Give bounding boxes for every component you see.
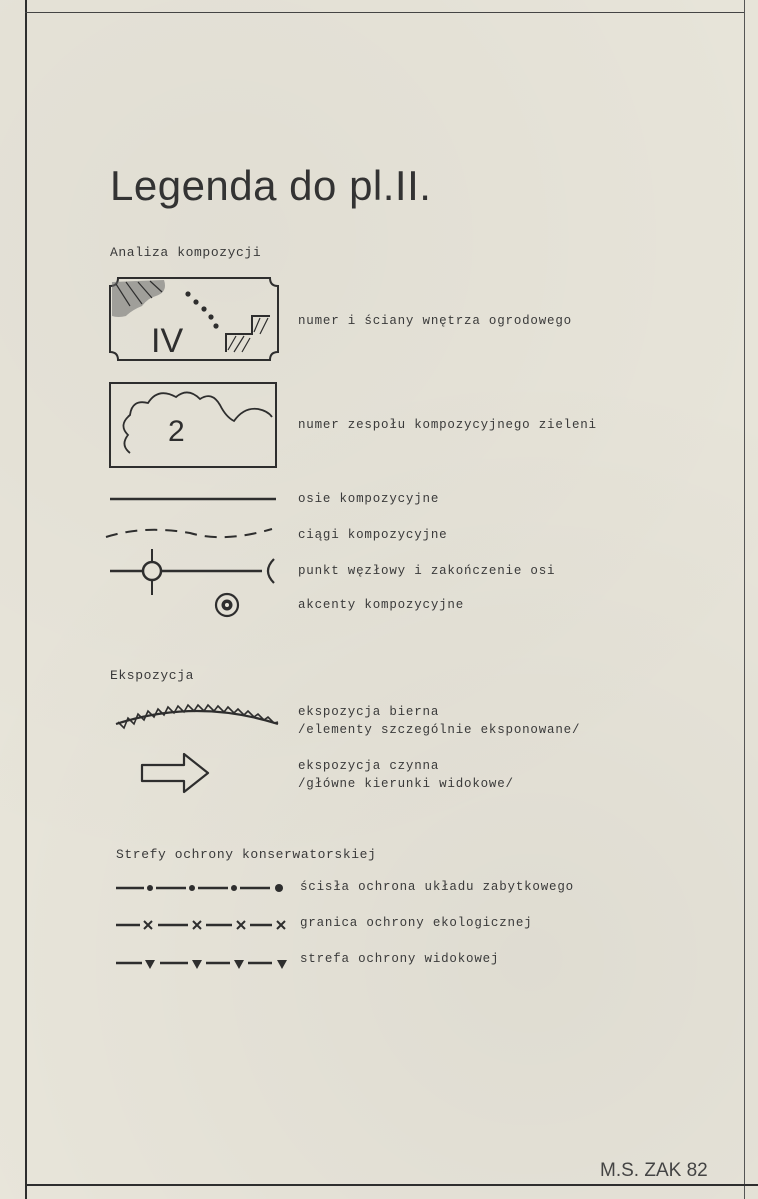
section-heading-conservation: Strefy ochrony konserwatorskiej [116,847,377,862]
legend-label-axes: osie kompozycyjne [298,492,440,506]
legend-label-passive-line2: /elementy szczególnie eksponowane/ [298,723,581,737]
legend-label-view-protection: strefa ochrony widokowej [300,952,500,966]
legend-label-strict-protection: ścisła ochrona układu zabytkowego [300,880,574,894]
page-frame-bottom [25,1184,758,1186]
page-frame-left [25,0,27,1199]
legend-label-node: punkt węzłowy i zakończenie osi [298,564,556,578]
node-axis-end-icon [108,547,276,597]
legend-label-passive-line1: ekspozycja bierna [298,705,440,719]
garden-interior-number-icon [108,276,280,362]
dash-x-line-icon [114,916,290,934]
author-stamp: M.S. ZAK 82 [600,1160,708,1181]
legend-label-accents: akcenty kompozycyjne [298,598,465,612]
page-frame-top [25,12,745,13]
legend-label-garden-interior: numer i ściany wnętrza ogrodowego [298,314,572,328]
legend-label-active-line2: /główne kierunki widokowe/ [298,777,514,791]
dash-dot-line-icon [114,880,290,896]
legend-label-greenery-group: numer zespołu kompozycyjnego zieleni [298,418,597,432]
target-circle-icon [213,591,241,619]
legend-label-sequences: ciągi kompozycyjne [298,528,448,542]
legend-label-ecological-boundary: granica ochrony ekologicznej [300,916,533,930]
dashed-line-icon [104,521,276,549]
legend-label-active-line1: ekspozycja czynna [298,759,440,773]
legend-title: Legenda do pl.II. [110,162,432,209]
outline-arrow-icon [140,752,212,794]
page-frame-right [744,0,745,1199]
zigzag-arc-icon [112,700,282,730]
dash-triangle-line-icon [114,956,290,974]
solid-line-icon [108,492,278,506]
group-numeral: 2 [168,415,185,448]
interior-numeral: IV [151,322,184,360]
greenery-group-number-icon [108,381,278,469]
section-heading-composition: Analiza kompozycji [110,245,262,260]
section-heading-exposition: Ekspozycja [110,668,195,683]
